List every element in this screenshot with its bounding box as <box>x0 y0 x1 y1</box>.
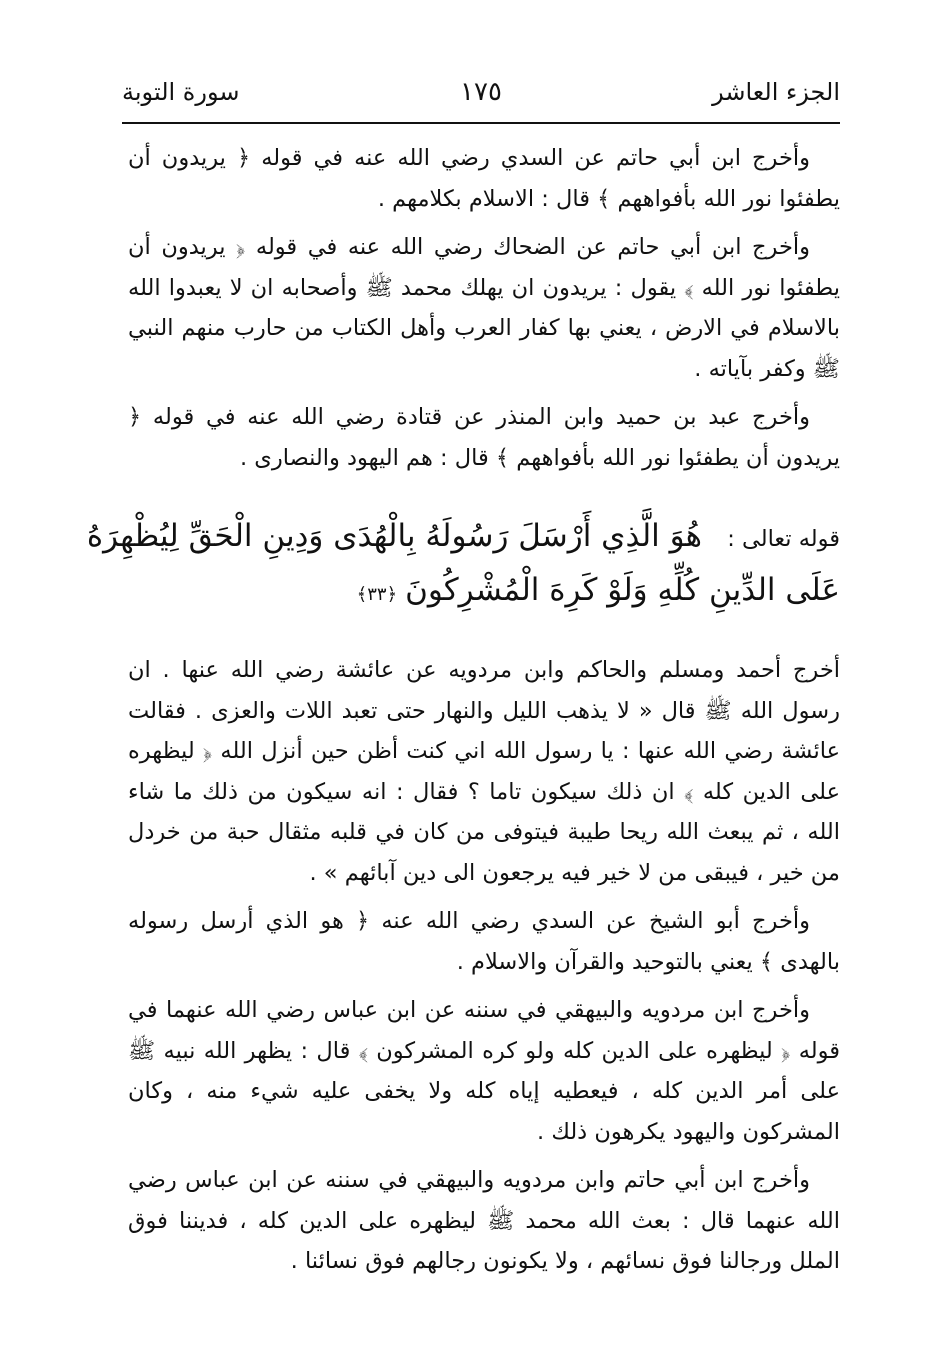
paragraph: وأخرج عبد بن حميد وابن المنذر عن قتادة رضي الله عنه في قوله ﴿ يريدون أن يطفئوا نور الله بأفواههم ﴾ قال : هم اليهود والنصارى . <box>128 404 840 471</box>
verse-label: قوله تعالى : <box>727 526 840 552</box>
page-header <box>122 70 840 124</box>
verse-line-1: هُوَ الَّذِي أَرْسَلَ رَسُولَهُ بِالْهُدَى وَدِينِ الْحَقِّ لِيُظْهِرَهُ <box>86 518 702 554</box>
paragraph: وأخرج ابن أبي حاتم عن السدي رضي الله عنه في قوله ﴿ يريدون أن يطفئوا نور الله بأفواههم ﴾ قال : الاسلام بكلامهم . <box>128 145 840 212</box>
verse-line-2-text: عَلَى الدِّينِ كُلِّهِ وَلَوْ كَرِهَ الْمُشْرِكُونَ <box>405 572 840 608</box>
surah-title: سورة التوبة <box>122 78 240 106</box>
page-body <box>86 138 840 1290</box>
quran-verse-block <box>86 512 840 620</box>
paragraph: أخرج أحمد ومسلم والحاكم وابن مردويه عن عائشة رضي الله عنها . ان رسول الله ﷺ قال « لا يذهب الليل والنهار حتى تعبد اللات والعزى . فقالت عائشة رضي الله عنها : يا رسول الله اني كنت أظن حين أنزل الله ﴿ ليظهره على الدين كله ﴾ ان ذلك سيكون تاما ؟ فقال : انه سيكون من ذلك ما شاء الله ، ثم يبعث الله ريحا طيبة فيتوفى من كان في قلبه مثقال حبة من خردل من خير ، فيبقى من لا خير فيه يرجعون الى دين آبائهم » . <box>128 657 840 886</box>
paragraph: وأخرج أبو الشيخ عن السدي رضي الله عنه ﴿ هو الذي أرسل رسوله بالهدى ﴾ يعني بالتوحيد والقرآن والاسلام . <box>128 908 840 975</box>
page-number: ١٧٥ <box>460 77 502 107</box>
part-title: الجزء العاشر <box>712 78 840 106</box>
paragraph: وأخرج ابن أبي حاتم وابن مردويه والبيهقي في سننه عن ابن عباس رضي الله عنهما قال : بعث الله محمد ﷺ ليظهره على الدين كله ، فديننا فوق الملل ورجالنا فوق نسائهم ، ولا يكونون رجالهم فوق نسائنا . <box>128 1167 840 1274</box>
paragraph: وأخرج ابن أبي حاتم عن الضحاك رضي الله عنه في قوله ﴿ يريدون أن يطفئوا نور الله ﴾ يقول : يريدون ان يهلك محمد ﷺ وأصحابه ان لا يعبدوا الله بالاسلام في الارض ، يعني بها كفار العرب وأهل الكتاب من حارب منهم النبي ﷺ وكفر بآياته . <box>128 234 840 382</box>
verse-line-2 <box>357 566 840 619</box>
ayah-number: ﴿٣٣﴾ <box>356 584 398 605</box>
paragraph: وأخرج ابن مردويه والبيهقي في سننه عن ابن عباس رضي الله عنهما في قوله ﴿ ليظهره على الدين كله ولو كره المشركون ﴾ قال : يظهر الله نبيه ﷺ على أمر الدين كله ، فيعطيه إياه كله ولا يخفى عليه شيء منه ، وكان المشركون واليهود يكرهون ذلك . <box>128 997 840 1145</box>
